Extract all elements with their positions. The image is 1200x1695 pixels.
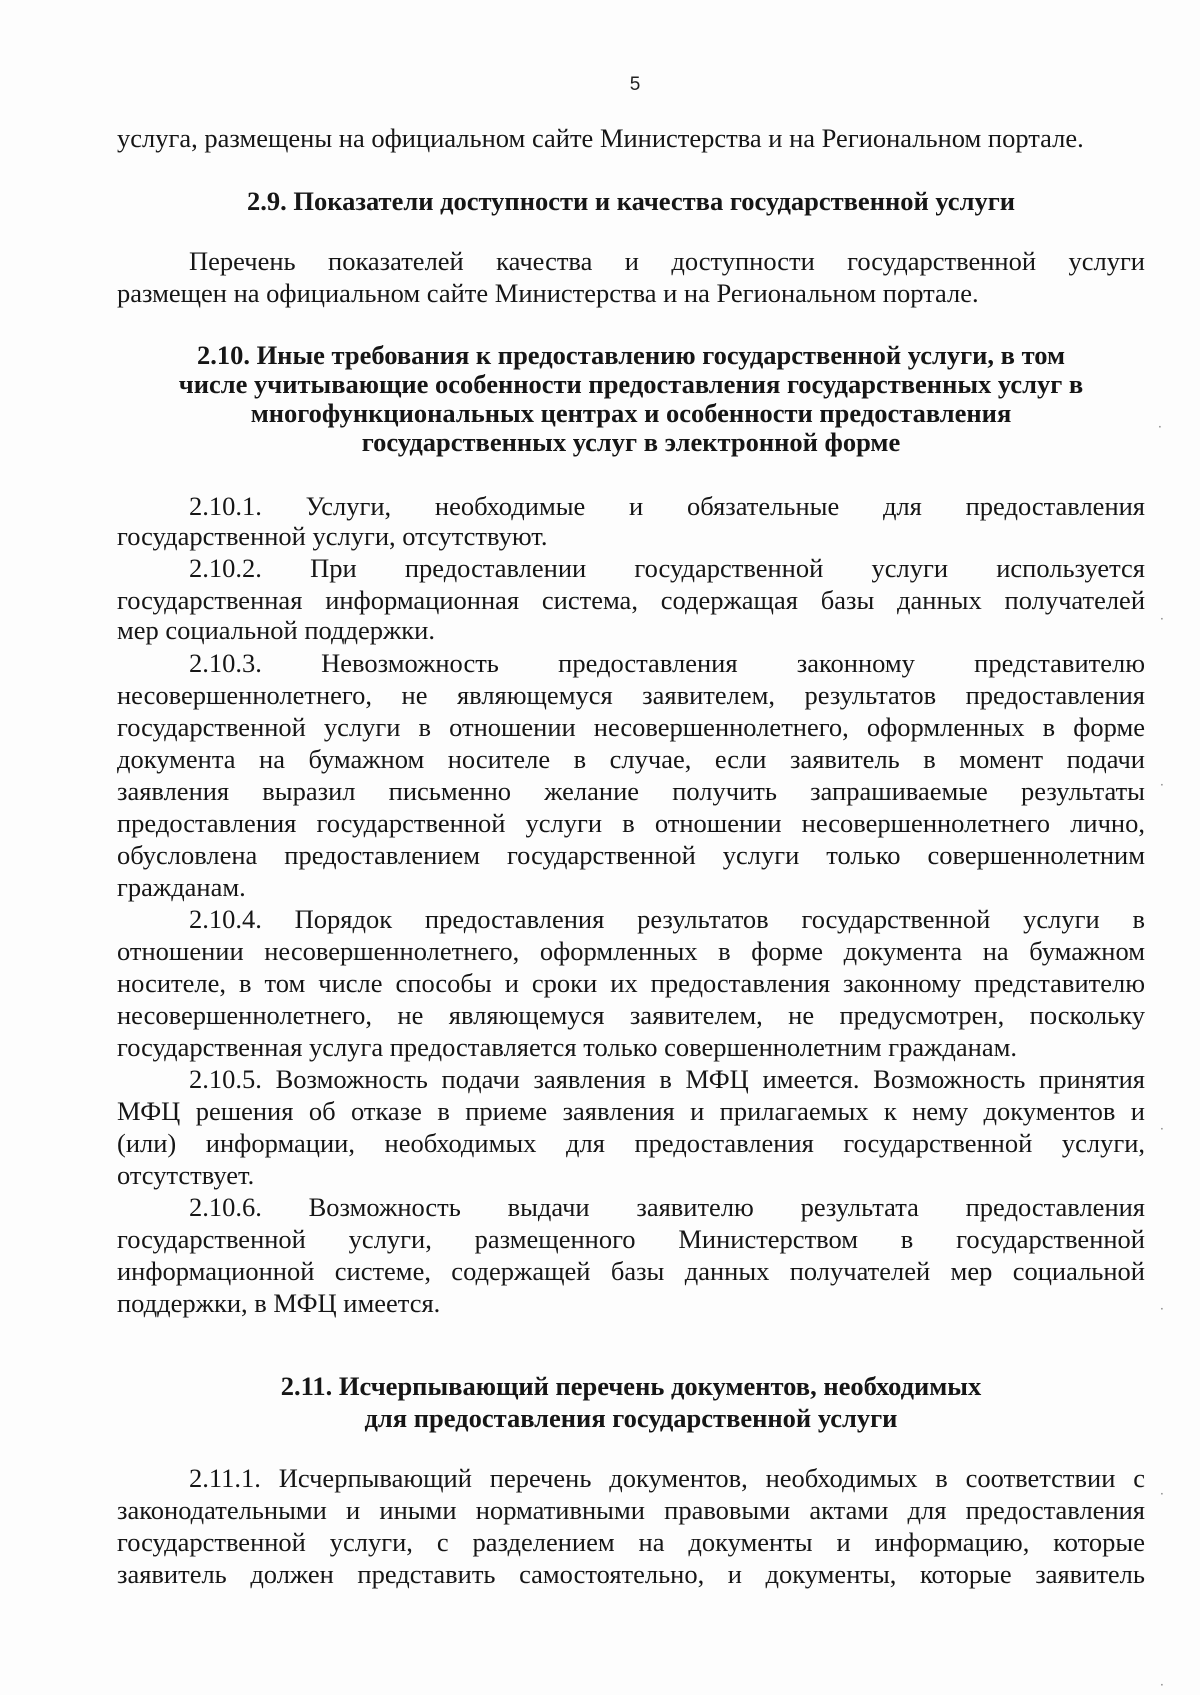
- text-line: отношении несовершеннолетнего, оформленных в форме документа на бумажном: [117, 936, 1145, 966]
- text-line: законодательными и иными нормативными правовыми актами для предоставления: [117, 1495, 1145, 1525]
- scan-speck: ·: [1160, 1302, 1164, 1316]
- scan-speck: ·: [1160, 1678, 1164, 1692]
- scan-speck: ·: [1160, 1487, 1164, 1501]
- text-line: поддержки, в МФЦ имеется.: [117, 1288, 441, 1318]
- text-line: государственная информационная система, содержащая базы данных получателей: [117, 585, 1145, 615]
- text-line: 2.10.1. Услуги, необходимые и обязательные для предоставления: [189, 491, 1145, 521]
- section-heading-2-9: 2.9. Показатели доступности и качества государственной услуги: [246, 186, 1015, 216]
- text-line: 2.10.3. Невозможность предоставления законному представителю: [189, 648, 1145, 678]
- text-line: документа на бумажном носителе в случае, если заявитель в момент подачи: [117, 744, 1145, 774]
- text-line: размещен на официальном сайте Министерства и на Региональном портале.: [117, 278, 979, 308]
- text-line: носителе, в том числе способы и сроки их предоставления законному представителю: [117, 968, 1145, 998]
- text-line: мер социальной поддержки.: [117, 615, 435, 645]
- text-line: Перечень показателей качества и доступности государственной услуги: [189, 246, 1145, 276]
- text-line: отсутствует.: [117, 1160, 255, 1190]
- text-line: государственной услуги, с разделением на документы и информацию, которые: [117, 1527, 1145, 1557]
- scan-speck: ·: [1160, 778, 1164, 792]
- page-number: 5: [629, 74, 641, 95]
- text-line: заявитель должен представить самостоятельно, и документы, которые заявитель: [117, 1559, 1145, 1589]
- text-line: государственная услуга предоставляется только совершеннолетним гражданам.: [117, 1032, 1017, 1062]
- text-line: 2.11.1. Исчерпывающий перечень документов, необходимых в соответствии с: [189, 1463, 1145, 1493]
- text-line: гражданам.: [117, 872, 246, 902]
- section-heading-2-11: для предоставления государственной услуги: [364, 1403, 898, 1433]
- text-line: 2.10.2. При предоставлении государственной услуги используется: [189, 553, 1145, 583]
- text-line: МФЦ решения об отказе в приеме заявления и прилагаемых к нему документов и: [117, 1096, 1145, 1126]
- text-line: 2.10.6. Возможность выдачи заявителю результата предоставления: [189, 1192, 1145, 1222]
- text-line: предоставления государственной услуги в отношении несовершеннолетнего лично,: [117, 808, 1145, 838]
- text-line: государственной услуги, размещенного Министерством в государственной: [117, 1224, 1145, 1254]
- text-line: обусловлена предоставлением государственной услуги только совершеннолетним: [117, 840, 1145, 870]
- text-line: государственной услуги в отношении несовершеннолетнего, оформленных в форме: [117, 712, 1145, 742]
- scan-speck: ·: [1160, 1122, 1164, 1136]
- text-line: (или) информации, необходимых для предоставления государственной услуги,: [117, 1128, 1145, 1158]
- scan-speck: ·: [1158, 420, 1162, 434]
- text-line: 2.10.5. Возможность подачи заявления в МФЦ имеется. Возможность принятия: [189, 1064, 1145, 1094]
- section-heading-2-11: 2.11. Исчерпывающий перечень документов, необходимых: [280, 1371, 982, 1401]
- section-heading-2-10: многофункциональных центрах и особенности предоставления: [250, 398, 1012, 428]
- text-line: несовершеннолетнего, не являющемуся заявителем, не предусмотрен, поскольку: [117, 1000, 1145, 1030]
- text-line: государственной услуги, отсутствуют.: [117, 521, 548, 551]
- text-line: 2.10.4. Порядок предоставления результатов государственной услуги в: [189, 904, 1145, 934]
- section-heading-2-10: государственных услуг в электронной форме: [361, 427, 901, 457]
- scan-speck: ·: [1160, 612, 1164, 626]
- section-heading-2-10: 2.10. Иные требования к предоставлению государственной услуги, в том: [196, 340, 1066, 370]
- text-line: услуга, размещены на официальном сайте Министерства и на Региональном портале.: [117, 123, 1084, 153]
- section-heading-2-10: числе учитывающие особенности предоставления государственных услуг в: [178, 369, 1084, 399]
- text-line: заявления выразил письменно желание получить запрашиваемые результаты: [117, 776, 1145, 806]
- text-line: информационной системе, содержащей базы данных получателей мер социальной: [117, 1256, 1145, 1286]
- text-line: несовершеннолетнего, не являющемуся заявителем, результатов предоставления: [117, 680, 1145, 710]
